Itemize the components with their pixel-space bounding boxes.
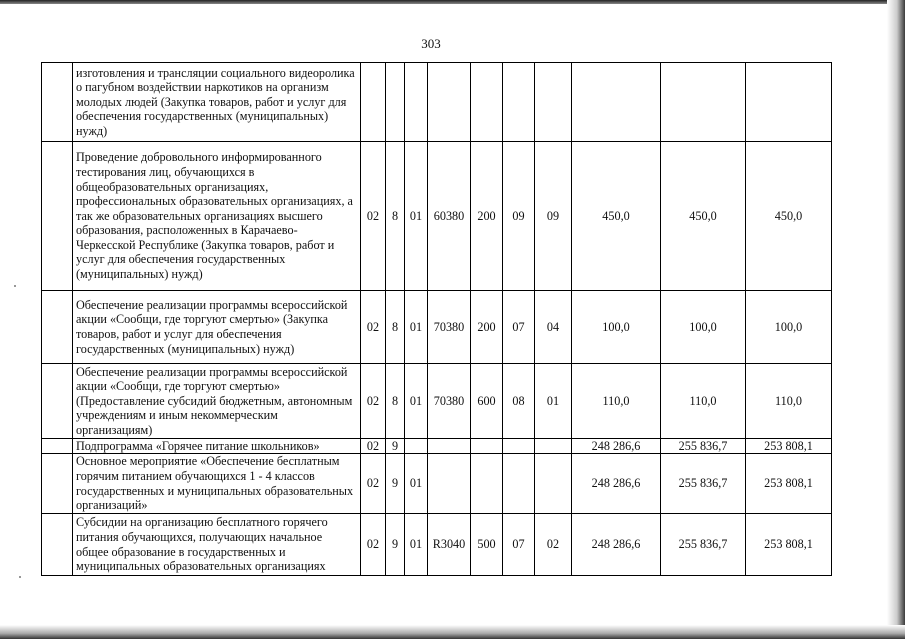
code-main-event [405,439,428,454]
code-direction: R3040 [428,514,471,576]
code-subsection: 01 [535,364,572,439]
table-row [42,63,832,142]
code-program [361,63,386,142]
row-number-cell [42,142,73,291]
code-direction: 60380 [428,142,471,291]
code-section: 08 [503,364,535,439]
code-section: 09 [503,142,535,291]
code-main-event: 01 [405,142,428,291]
amount-year-2: 255 836,7 [661,439,746,454]
table-row [42,291,832,364]
code-subprogram: 8 [386,291,405,364]
code-section: 07 [503,514,535,576]
amount-year-2: 100,0 [661,291,746,364]
code-expense-type: 500 [471,514,503,576]
amount-year-3: 253 808,1 [746,439,832,454]
code-main-event: 01 [405,454,428,514]
table-row [42,439,832,454]
code-main-event: 01 [405,291,428,364]
amount-year-3: 253 808,1 [746,514,832,576]
amount-year-2: 110,0 [661,364,746,439]
code-main-event: 01 [405,364,428,439]
code-subprogram: 8 [386,364,405,439]
code-subsection: 09 [535,142,572,291]
row-description: Основное мероприятие «Обеспечение бесплатным горячим питанием обучающихся 1 - 4 классов государственных и муниципальных образовательных организаций» [73,454,361,514]
code-section [503,63,535,142]
row-description: Обеспечение реализации программы всероссийской акции «Сообщи, где торгуют смертью» (Предоставление субсидий бюджетным, автономным учреждениям и иным некоммерческим организациям) [73,364,361,439]
amount-year-1: 248 286,6 [572,439,661,454]
amount-year-3: 100,0 [746,291,832,364]
amount-year-2: 255 836,7 [661,454,746,514]
code-program: 02 [361,364,386,439]
code-subprogram: 8 [386,142,405,291]
code-subprogram [386,63,405,142]
scan-edge-right [887,0,905,639]
code-subsection: 02 [535,514,572,576]
scan-speck [19,576,21,578]
amount-year-2: 255 836,7 [661,514,746,576]
code-section [503,454,535,514]
row-number-cell [42,439,73,454]
code-expense-type [471,63,503,142]
table-row [42,514,832,576]
amount-year-3: 110,0 [746,364,832,439]
code-subprogram: 9 [386,514,405,576]
code-subsection [535,454,572,514]
row-number-cell [42,454,73,514]
code-program: 02 [361,142,386,291]
amount-year-1: 248 286,6 [572,454,661,514]
code-expense-type [471,439,503,454]
amount-year-1: 450,0 [572,142,661,291]
code-direction: 70380 [428,364,471,439]
amount-year-3: 253 808,1 [746,454,832,514]
table-row [42,142,832,291]
amount-year-3 [746,63,832,142]
code-expense-type: 200 [471,142,503,291]
row-description: Проведение добровольного информированного тестирования лиц, обучающихся в общеобразовательных организациях, профессиональных образовательных организациях, а так же образовательных организациях высшего образования, расположенных в Карачаево-Черкесской Республике (Закупка товаров, работ и услуг для обеспечения государственных (муниципальных) нужд) [73,142,361,291]
row-description: Подпрограмма «Горячее питание школьников» [73,439,361,454]
amount-year-3: 450,0 [746,142,832,291]
amount-year-2 [661,63,746,142]
code-direction: 70380 [428,291,471,364]
code-expense-type: 200 [471,291,503,364]
code-program: 02 [361,514,386,576]
code-subsection: 04 [535,291,572,364]
row-description: Обеспечение реализации программы всероссийской акции «Сообщи, где торгуют смертью» (Закупка товаров, работ и услуг для обеспечения государственных (муниципальных) нужд) [73,291,361,364]
amount-year-1: 100,0 [572,291,661,364]
row-description: изготовления и трансляции социального видеоролика о пагубном воздействии наркотиков на организм молодых людей (Закупка товаров, работ и услуг для обеспечения государственных (муниципальных) нужд) [73,63,361,142]
table-row [42,454,832,514]
code-direction [428,454,471,514]
code-subprogram: 9 [386,454,405,514]
code-main-event [405,63,428,142]
code-direction [428,63,471,142]
code-section: 07 [503,291,535,364]
amount-year-1 [572,63,661,142]
code-program: 02 [361,439,386,454]
page-number: 303 [421,36,441,51]
table-row [42,364,832,439]
row-description: Субсидии на организацию бесплатного горячего питания обучающихся, получающих начальное общее образование в государственных и муниципальных образовательных организациях [73,514,361,576]
code-direction [428,439,471,454]
code-main-event: 01 [405,514,428,576]
code-subsection [535,63,572,142]
code-expense-type: 600 [471,364,503,439]
row-number-cell [42,364,73,439]
code-subprogram: 9 [386,439,405,454]
code-subsection [535,439,572,454]
amount-year-2: 450,0 [661,142,746,291]
row-number-cell [42,291,73,364]
scan-speck [14,285,16,287]
row-number-cell [42,63,73,142]
code-program: 02 [361,454,386,514]
code-expense-type [471,454,503,514]
code-section [503,439,535,454]
row-number-cell [42,514,73,576]
code-program: 02 [361,291,386,364]
scan-edge-bottom [0,625,905,639]
amount-year-1: 110,0 [572,364,661,439]
amount-year-1: 248 286,6 [572,514,661,576]
scan-edge-top [0,0,905,4]
budget-table [41,62,832,576]
